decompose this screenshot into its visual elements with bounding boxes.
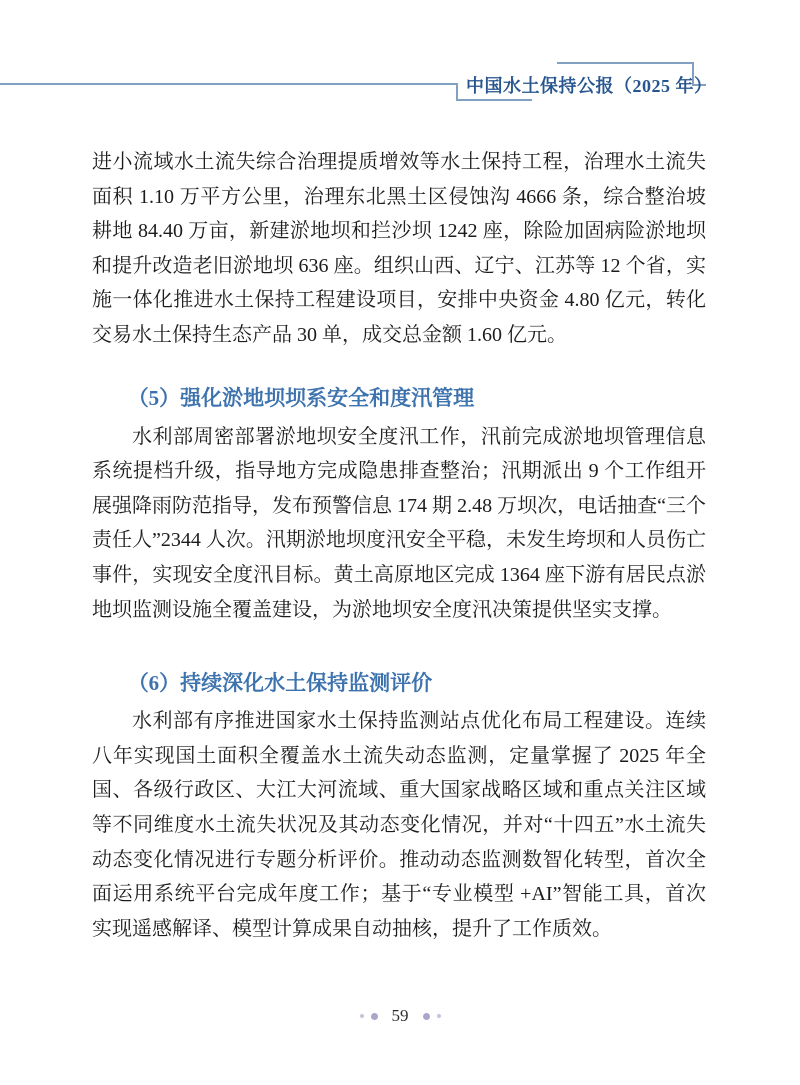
footer-dots-right xyxy=(423,1013,441,1020)
body-paragraph-1: 进小流域水土流失综合治理提质增效等水土保持工程，治理水土流失面积 1.10 万平方公里，治理东北黑土区侵蚀沟 4666 条，综合整治坡耕地 84.40 万亩，新建淤地坝和拦沙坝 1242 座，除险加固病险淤地坝和提升改造老旧淤地坝 636 座。组织山西、辽宁、江苏等 12 个省，实施一体化推进水土保持工程建设项目，安排中央资金 4.80 亿元，转化交易水土保持生态产品 30 单，成交总金额 1.60 亿元。 xyxy=(92,151,706,346)
footer-dot-icon xyxy=(360,1014,364,1018)
footer-dot-icon xyxy=(437,1014,441,1018)
section-heading-5: （5）强化淤地坝坝系安全和度汛管理 xyxy=(127,385,475,410)
header-rule-main xyxy=(0,83,457,85)
footer-dot-icon xyxy=(423,1013,430,1020)
page-number: 59 xyxy=(391,1006,409,1025)
body-paragraph-2: 水利部周密部署淤地坝安全度汛工作，汛前完成淤地坝管理信息系统提档升级，指导地方完成隐患排查整治；汛期派出 9 个工作组开展强降雨防范指导，发布预警信息 174 期 2.48 万坝次，电话抽查“三个责任人”2344 人次。汛期淤地坝度汛安全平稳，未发生垮坝和人员伤亡事件，实现安全度汛目标。黄土高原地区完成 1364 座下游有居民点淤地坝监测设施全覆盖建设，为淤地坝安全度汛决策提供坚实支撑。 xyxy=(92,425,706,621)
footer-dots-left xyxy=(360,1013,378,1020)
page-footer xyxy=(0,1006,800,1026)
document-body xyxy=(92,145,706,946)
footer-dot-icon xyxy=(371,1013,378,1020)
header-rule-top-right xyxy=(557,62,694,64)
section-heading-6: （6）持续深化水土保持监测评价 xyxy=(127,671,433,696)
body-paragraph-3: 水利部有序推进国家水土保持监测站点优化布局工程建设。连续八年实现国土面积全覆盖水土流失动态监测，定量掌握了 2025 年全国、各级行政区、大江大河流域、重大国家战略区域和重点关注区域等不同维度水土流失状况及其动态变化情况，并对“十四五”水土流失动态变化情况进行专题分析评价。推动动态监测数智化转型，首次全面运用系统平台完成年度工作；基于“专业模型 +AI”智能工具，首次实现遥感解译、模型计算成果自动抽核，提升了工作质效。 xyxy=(92,710,706,940)
header-rule-lower xyxy=(456,99,532,101)
page-header-title: 中国水土保持公报（2025 年） xyxy=(466,76,713,96)
